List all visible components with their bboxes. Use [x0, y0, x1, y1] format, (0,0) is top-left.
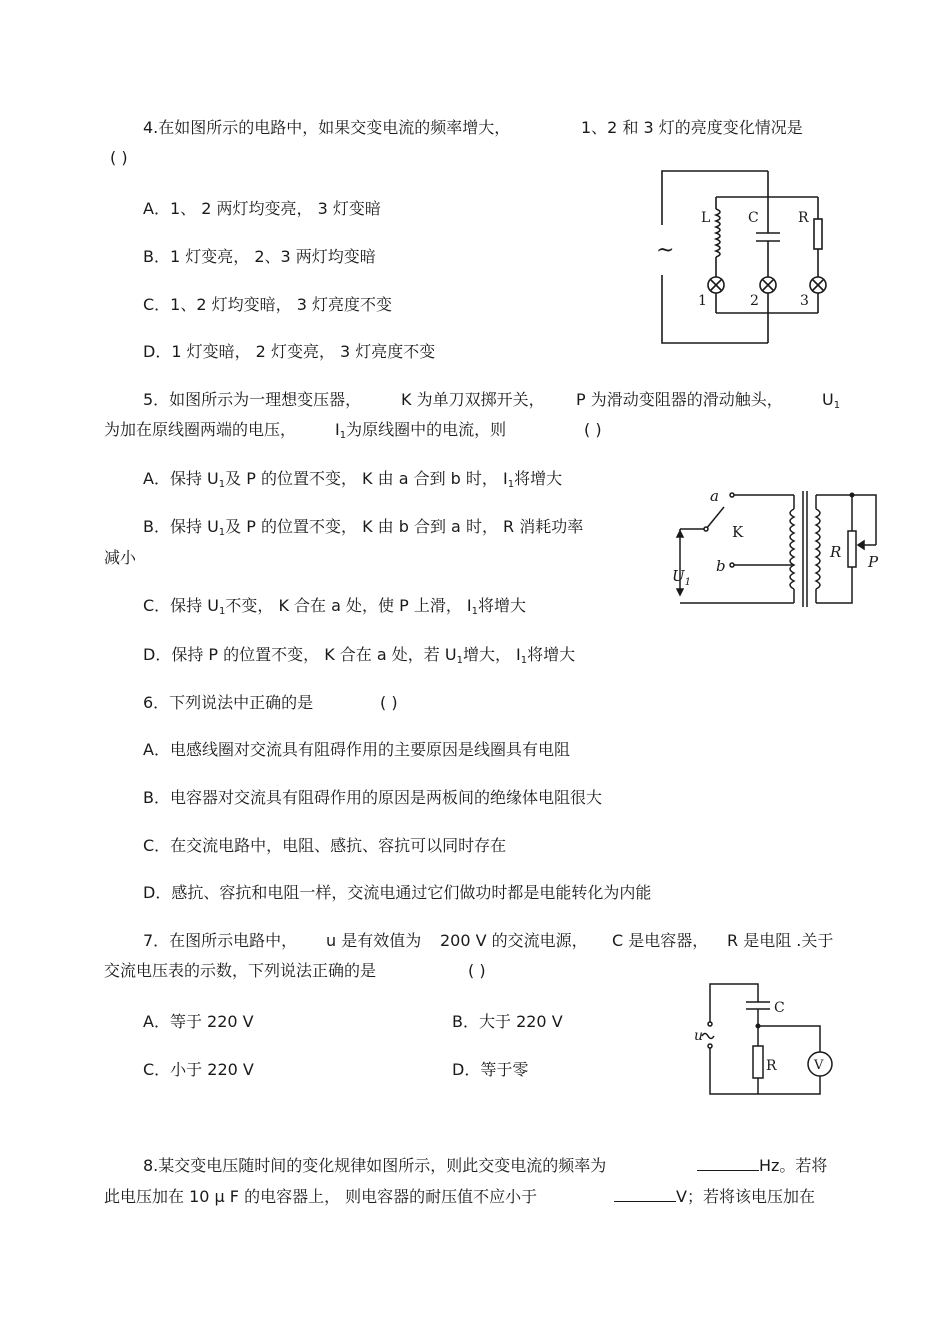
q4-option-c: C．1、2 灯均变暗， 3 灯亮度不变	[143, 295, 392, 314]
q5-option-c: C．保持 $U_1$不变， K 合在 a 处，使 P 上滑， $I_1$将增大	[143, 596, 527, 617]
q4-circuit-diagram	[650, 165, 840, 350]
q6-option-c: C．在交流电路中，电阻、感抗、容抗可以同时存在	[143, 836, 507, 855]
q7-stem-c: 200 V 的交流电源，	[440, 931, 588, 950]
q4-label-l: L	[701, 210, 711, 226]
q8-stem-line2: 此电压加在 10 μ F 的电容器上， 则电容器的耐压值不应小于	[104, 1187, 538, 1206]
q4-stem-b: 1、2 和 3 灯的亮度变化情况是	[581, 118, 803, 137]
q4-stem-a: 4.在如图所示的电路中，如果交变电流的频率增大，	[143, 118, 511, 137]
q7-option-d: D．等于零	[452, 1060, 529, 1079]
q4-lamp-3-label: 3	[800, 293, 809, 309]
q5-stem-d: $U_1$	[822, 390, 841, 411]
q7-voltmeter-label: V	[814, 1058, 824, 1073]
q5-stem-c: P 为滑动变阻器的滑动触头，	[576, 390, 783, 409]
q7-circuit-diagram	[690, 978, 850, 1098]
q5-answer-paren: ( )	[584, 420, 602, 439]
q5-stem-line2-b: $I_1$为原线圈中的电流，则	[335, 420, 507, 441]
q5-option-d: D．保持 P 的位置不变， K 合在 a 处，若 $U_1$增大， $I_1$将增大	[143, 645, 576, 666]
q8-stem-line1: 8.某交变电压随时间的变化规律如图所示，则此交变电流的频率为	[143, 1156, 607, 1175]
q6-answer-paren: ( )	[380, 693, 398, 712]
q7-option-c: C．小于 220 V	[143, 1060, 254, 1079]
q8-blank-frequency: Hz。若将	[697, 1156, 827, 1176]
q5-stem-line2-a: 为加在原线圈两端的电压，	[104, 420, 297, 439]
q5-transformer-diagram	[672, 485, 892, 615]
q5-option-b: B．保持 $U_1$及 P 的位置不变， K 由 b 合到 a 时， R 消耗功率	[143, 517, 584, 538]
q7-stem-a: 7．在图所示电路中，	[143, 931, 298, 950]
q7-stem-line2: 交流电压表的示数，下列说法正确的是	[104, 961, 377, 980]
q7-stem-d: C 是电容器，	[612, 931, 709, 950]
q4-lamp-2-label: 2	[750, 293, 759, 309]
q4-ac-source-symbol: ~	[656, 238, 675, 263]
q4-option-a: A．1、 2 两灯均变亮， 3 灯变暗	[143, 199, 381, 218]
q4-option-b: B．1 灯变亮， 2、3 两灯均变暗	[143, 247, 376, 266]
q4-option-d: D．1 灯变暗， 2 灯变亮， 3 灯亮度不变	[143, 342, 436, 361]
q5-option-b-cont: 减小	[104, 548, 137, 567]
q7-stem-b: u 是有效值为	[326, 931, 422, 950]
q7-stem-e: R 是电阻 .关于	[727, 931, 834, 950]
q7-option-b: B．大于 220 V	[452, 1012, 563, 1031]
q5-terminal-b-label: b	[716, 557, 726, 575]
q5-resistor-r-label: R	[830, 543, 842, 561]
q7-capacitor-c-label: C	[774, 1000, 785, 1016]
q5-option-a: A．保持 $U_1$及 P 的位置不变， K 由 a 合到 b 时， $I_1$将增大	[143, 469, 563, 490]
q5-stem-a: 5．如图所示为一理想变压器，	[143, 390, 362, 409]
q5-terminal-a-label: a	[710, 487, 719, 505]
q4-label-r: R	[798, 210, 809, 226]
q5-slider-p-label: P	[868, 553, 879, 571]
q7-answer-paren: ( )	[468, 961, 486, 980]
q7-source-u-label: u	[694, 1028, 704, 1044]
q4-answer-paren: ( )	[110, 148, 128, 167]
q7-option-a: A．等于 220 V	[143, 1012, 254, 1031]
q4-label-c: C	[748, 210, 759, 226]
q5-stem-b: K 为单刀双掷开关，	[401, 390, 545, 409]
q6-stem: 6．下列说法中正确的是	[143, 693, 314, 712]
q6-option-b: B．电容器对交流具有阻碍作用的原因是两板间的绝缘体电阻很大	[143, 788, 602, 807]
q7-resistor-r-label: R	[766, 1058, 777, 1074]
q5-voltage-u1-label: $U_1$	[672, 567, 692, 588]
q6-option-d: D．感抗、容抗和电阻一样，交流电通过它们做功时都是电能转化为内能	[143, 883, 652, 902]
q4-lamp-1-label: 1	[698, 293, 707, 309]
q5-switch-k-label: K	[732, 523, 744, 541]
q8-blank-voltage: V；若将该电压加在	[614, 1187, 815, 1207]
q6-option-a: A．电感线圈对交流具有阻碍作用的主要原因是线圈具有电阻	[143, 740, 570, 759]
